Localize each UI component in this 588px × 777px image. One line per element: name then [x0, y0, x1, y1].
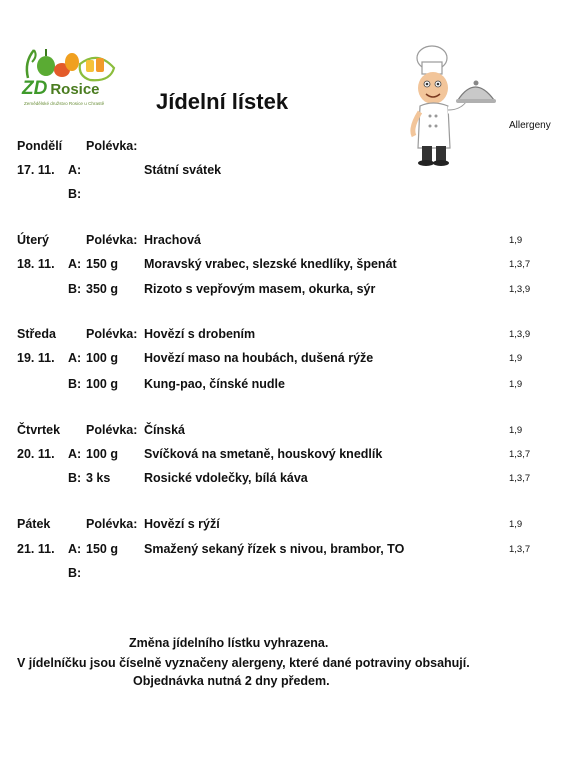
option-a-dish: Státní svátek [144, 163, 222, 177]
soup-label: Polévka: [86, 517, 138, 531]
option-a-allergens: 1,9 [509, 353, 523, 364]
option-a-label: A: [68, 447, 82, 461]
soup-allergens: 1,9 [509, 425, 523, 436]
option-a-label: A: [68, 351, 82, 365]
day-date: 21. 11. [17, 542, 55, 556]
option-b-allergens: 1,9 [509, 379, 523, 390]
option-a-dish: Svíčková na smetaně, houskový knedlík [144, 447, 383, 461]
option-b-dish: Rosické vdolečky, bílá káva [144, 471, 308, 485]
option-a-allergens: 1,3,7 [509, 259, 531, 270]
footer-note: Změna jídelního lístku vyhrazena. [129, 636, 329, 650]
soup-name: Hovězí s drobením [144, 327, 256, 341]
option-b-allergens: 1,3,7 [509, 473, 531, 484]
day-date: 19. 11. [17, 351, 55, 365]
soup-name: Hovězí s rýží [144, 517, 220, 531]
day-name: Úterý [17, 233, 49, 247]
company-logo [20, 44, 120, 108]
option-b-label: B: [68, 377, 82, 391]
soup-allergens: 1,9 [509, 235, 523, 246]
soup-label: Polévka: [86, 423, 138, 437]
day-name: Pátek [17, 517, 51, 531]
day-name: Pondělí [17, 139, 63, 153]
day-name: Středa [17, 327, 56, 341]
day-date: 17. 11. [17, 163, 55, 177]
option-b-label: B: [68, 187, 82, 201]
soup-label: Polévka: [86, 233, 138, 247]
option-b-quantity: 100 g [86, 377, 118, 391]
option-b-dish: Rizoto s vepřovým masem, okurka, sýr [144, 282, 376, 296]
option-a-dish: Moravský vrabec, slezské knedlíky, špenát [144, 257, 397, 271]
option-b-dish: Kung-pao, čínské nudle [144, 377, 285, 391]
option-b-label: B: [68, 566, 82, 580]
option-a-label: A: [68, 163, 82, 177]
option-a-quantity: 150 g [86, 542, 118, 556]
soup-allergens: 1,3,9 [509, 329, 531, 340]
allergens-heading: Allergeny [509, 120, 551, 131]
soup-label: Polévka: [86, 327, 138, 341]
day-date: 18. 11. [17, 257, 55, 271]
option-a-quantity: 100 g [86, 351, 118, 365]
day-date: 20. 11. [17, 447, 55, 461]
day-name: Čtvrtek [17, 423, 61, 437]
logo-zd-text: ZD [22, 78, 48, 99]
option-b-quantity: 3 ks [86, 471, 111, 485]
soup-label: Polévka: [86, 139, 138, 153]
option-a-allergens: 1,3,7 [509, 449, 531, 460]
option-a-quantity: 150 g [86, 257, 118, 271]
option-b-allergens: 1,3,9 [509, 284, 531, 295]
option-a-dish: Hovězí maso na houbách, dušená rýže [144, 351, 374, 365]
footer-note: V jídelníčku jsou číselně vyznačeny alergeny, které dané potraviny obsahují. [17, 656, 470, 670]
option-b-label: B: [68, 282, 82, 296]
option-a-quantity: 100 g [86, 447, 118, 461]
soup-name: Hrachová [144, 233, 201, 247]
option-a-label: A: [68, 257, 82, 271]
option-b-label: B: [68, 471, 82, 485]
logo-subtitle: Zemědělské družstvo Rosice u Chrastě [24, 101, 105, 106]
option-b-quantity: 350 g [86, 282, 118, 296]
option-a-allergens: 1,3,7 [509, 544, 531, 555]
soup-allergens: 1,9 [509, 519, 523, 530]
page-title: Jídelní lístek [156, 89, 289, 114]
logo-rosice-text: Rosice [50, 81, 100, 98]
option-a-label: A: [68, 542, 82, 556]
option-a-dish: Smažený sekaný řízek s nivou, brambor, TO [144, 542, 405, 556]
footer-note: Objednávka nutná 2 dny předem. [133, 674, 330, 688]
chef-illustration [404, 44, 500, 166]
soup-name: Čínská [144, 423, 185, 437]
